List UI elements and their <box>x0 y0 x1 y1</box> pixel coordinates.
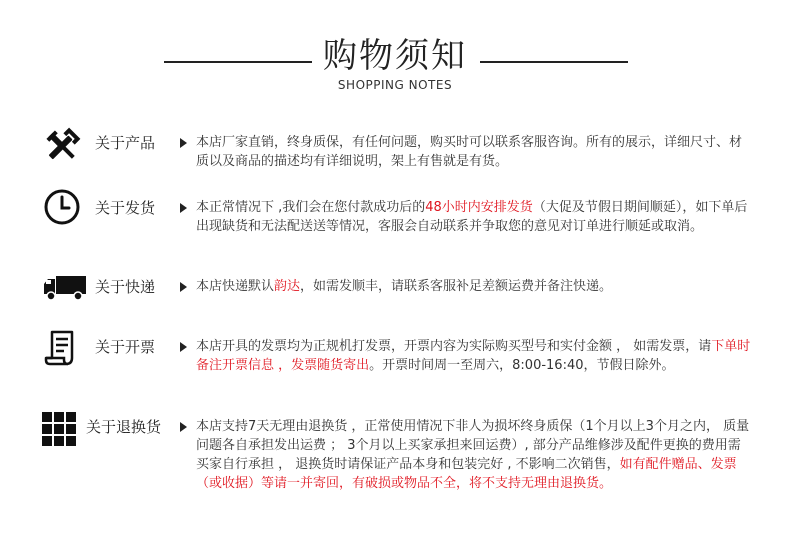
page-title: 购物须知 <box>323 36 467 76</box>
section-label: 关于开票 <box>95 338 156 356</box>
tools-icon <box>42 126 82 166</box>
section-text <box>196 337 752 375</box>
section-label: 关于发货 <box>95 199 156 217</box>
arrow-right-icon <box>180 138 187 148</box>
section-label: 关于退换货 <box>86 418 162 436</box>
title-divider-right <box>480 61 628 63</box>
arrow-right-icon <box>180 203 187 213</box>
receipt-icon <box>42 328 82 368</box>
text-normal: （大促及节假日期间顺延），如下单后出现缺货和无法配送送等情况，客服会自动联系并争取您的意见对订单进行顺延或取消。 <box>196 200 748 234</box>
section-label: 关于产品 <box>95 134 156 152</box>
text-highlight: 如有配件赠品、发票（或收据）等请一并寄回，有破损或物品不全，将不支持无理由退换货。 <box>196 457 737 491</box>
page-subtitle: SHOPPING NOTES <box>337 78 453 92</box>
section-text <box>196 198 752 236</box>
text-normal: 本店支持7天无理由退换货 ，正常使用情况下非人为损坏终身质保（1个月以上3个月之内， 质量问题各自承担发出运费 ； 3个月以上买家承担来回运费）, 部分产品维修涉及配件更换的费用需买家自行承担 ， 退换货时请保证产品本身和包装完好 , 不影响二次销售， <box>196 419 750 472</box>
text-highlight: 韵达 <box>274 279 301 294</box>
clock-icon <box>42 187 82 227</box>
text-highlight: 下单时备注开票信息 ，发票随货寄出 <box>196 339 751 373</box>
text-highlight: 48小时内安排发货 <box>425 200 533 215</box>
arrow-right-icon <box>180 422 187 432</box>
arrow-right-icon <box>180 342 187 352</box>
arrow-right-icon <box>180 282 187 292</box>
header <box>0 0 790 110</box>
text-normal: 本店开具的发票均为正规机打发票，开票内容为实际购买型号和实付金额 ， 如需发票，请 <box>196 339 712 354</box>
text-normal: 本正常情况下 ,我们会在您付款成功后的 <box>196 200 426 215</box>
text-normal: 。开票时间周一至周六，8:00-16:40，节假日除外。 <box>369 358 675 373</box>
truck-icon <box>42 268 88 308</box>
text-normal: 本店快递默认 <box>196 279 275 294</box>
section-text: 本店厂家直销，终身质保，有任何问题，购买时可以联系客服咨询。所有的展示，详细尺寸、材质以及商品的描述均有详细说明，架上有售就是有货。 <box>196 135 743 169</box>
grid-icon <box>42 412 82 452</box>
text-normal: ，如需发顺丰，请联系客服补足差额运费并备注快递。 <box>300 279 613 294</box>
section-text <box>196 417 752 493</box>
section-label: 关于快递 <box>95 278 156 296</box>
section-text <box>196 277 752 296</box>
